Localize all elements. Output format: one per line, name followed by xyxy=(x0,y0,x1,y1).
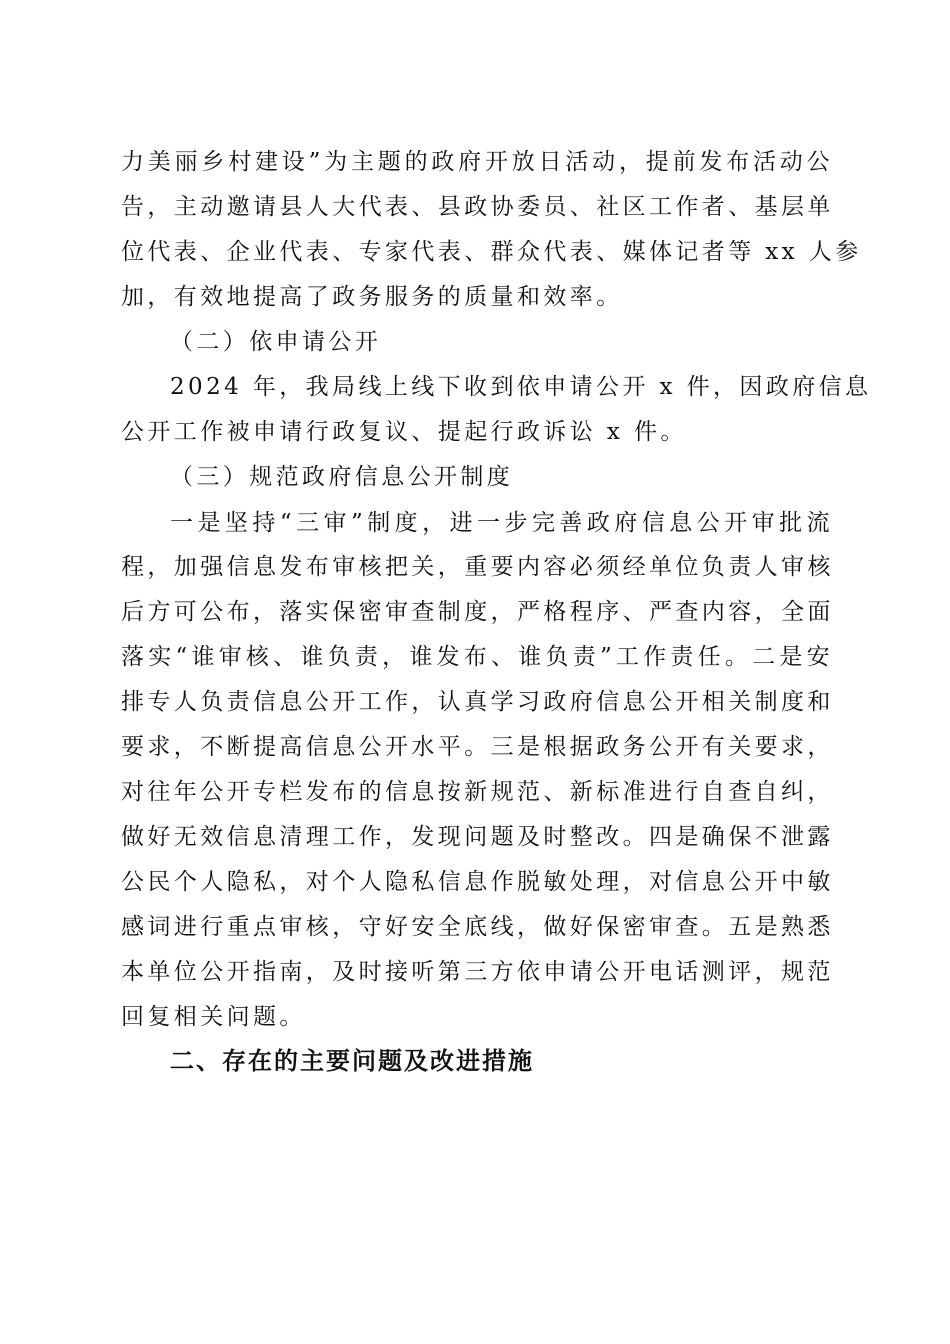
paragraph-line: 告，主动邀请县人大代表、县政协委员、社区工作者、基层单 xyxy=(121,194,834,220)
paragraph-line: 公开工作被申请行政复议、提起行政诉讼 x 件。 xyxy=(121,419,687,445)
paragraph-line: 做好无效信息清理工作，发现问题及时整改。四是确保不泄露 xyxy=(121,824,834,850)
paragraph-line: 落实“谁审核、谁负责，谁发布、谁负责”工作责任。二是安 xyxy=(121,644,833,670)
paragraph-line: 回复相关问题。 xyxy=(121,1004,306,1030)
paragraph-line: 力美丽乡村建设”为主题的政府开放日活动，提前发布活动公 xyxy=(121,149,833,175)
chapter-heading-problems: 二、存在的主要问题及改进措施 xyxy=(170,1047,534,1075)
paragraph-line: 对往年公开专栏发布的信息按新规范、新标准进行自查自纠， xyxy=(121,779,834,805)
paragraph-line: 本单位公开指南，及时接听第三方依申请公开电话测评，规范 xyxy=(121,959,834,985)
paragraph-line: 公民个人隐私，对个人隐私信息作脱敏处理，对信息公开中敏 xyxy=(121,869,834,895)
paragraph-line: 一是坚持“三审”制度，进一步完善政府信息公开审批流 xyxy=(170,510,833,536)
paragraph-line: 加，有效地提高了政务服务的质量和效率。 xyxy=(121,284,623,310)
section-heading-application: （二）依申请公开 xyxy=(170,329,382,355)
paragraph-line: 感词进行重点审核，守好安全底线，做好保密审查。五是熟悉 xyxy=(121,914,834,940)
paragraph-line: 排专人负责信息公开工作，认真学习政府信息公开相关制度和 xyxy=(121,689,834,715)
paragraph-line: 程，加强信息发布审核把关，重要内容必须经单位负责人审核 xyxy=(121,554,834,580)
section-heading-standardize: （三）规范政府信息公开制度 xyxy=(170,464,514,490)
paragraph-line: 位代表、企业代表、专家代表、群众代表、媒体记者等 xx 人参 xyxy=(121,239,862,265)
paragraph-line: 2024 年，我局线上线下收到依申请公开 x 件，因政府信息 xyxy=(170,374,872,400)
paragraph-line: 要求，不断提高信息公开水平。三是根据政务公开有关要求， xyxy=(121,734,834,760)
paragraph-line: 后方可公布，落实保密审查制度，严格程序、严查内容，全面 xyxy=(121,599,834,625)
